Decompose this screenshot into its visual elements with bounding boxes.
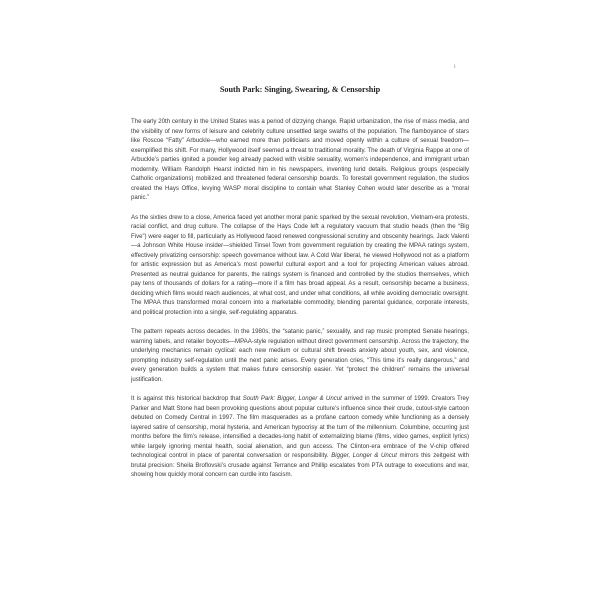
- document-body: [131, 117, 469, 490]
- page-title: South Park: Singing, Swearing, & Censorship: [219, 85, 381, 94]
- paragraph-1: The early 20th century in the United States was a period of dizzying change. Rapid urbanization, the rise of mass media, and the visibility of new forms of leisure and celebrity culture unsettled large swaths of the population. The flamboyance of stars like Roscoe “Fatty” Arbuckle—who earned more than politicians and moved openly within a culture of sexual freedom—exemplified this shift. For many, Hollywood itself seemed a threat to traditional morality. The death of Virginia Rappe at one of Arbuckle’s parties ignited a powder keg already packed with visible sexuality, women’s independence, and immigrant urban modernity. William Randolph Hearst indicted him in his newspapers, inventing lurid details. Religious groups (especially Catholic organizations) mobilized and threatened federal censorship boards. To forestall government regulation, the studios created the Hays Office, levying WASP moral discipline to contain what Stanley Cohen would later describe as a “moral panic.”: [131, 118, 469, 201]
- film-title-short-italic: Bigger, Longer & Uncut: [331, 452, 397, 459]
- paragraph-4: [131, 394, 469, 480]
- page-number: i: [454, 64, 456, 70]
- paragraph-4-text-c: mirrors this zeitgeist with brutal precision: Sheila Broflovski’s crusade against Terrance and Phillip escalates from PTA outrage to executions and war, showing how quickly moral concern can curdle into fascism.: [131, 452, 470, 478]
- film-title-italic: South Park: Bigger, Longer & Uncut: [242, 395, 342, 402]
- paragraph-2: As the sixties drew to a close, America faced yet another moral panic sparked by the sexual revolution, Vietnam-era protests, racial conflict, and drug culture. The collapse of the Hays Code left a regulatory vacuum that studio heads (then the “Big Five”) were eager to fill, particularly as Hollywood faced renewed congressional scrutiny and obscenity hearings. Jack Valenti—a Johnson White House insider—shielded Tinsel Town from government regulation by creating the MPAA ratings system, effectively privatizing censorship: speech governance without law. A Cold War liberal, he viewed Hollywood not as a platform for artistic expression but as America’s most powerful cultural export and a tool for projecting American values abroad. Presented as neutral guidance for parents, the ratings system is financed and controlled by the studios themselves, which pay tens of thousands of dollars for a rating—more if a film has broad appeal. As a result, censorship became a business, deciding which films would reach audiences, at what cost, and under what conditions, all while avoiding democratic oversight. The MPAA thus transformed moral concern into a marketable commodity, blending parental guidance, corporate interests, and political protection into a single, self-regulating apparatus.: [131, 213, 469, 316]
- paragraph-3: The pattern repeats across decades. In the 1980s, the “satanic panic,” sexuality, and rap music prompted Senate hearings, warning labels, and retailer boycotts—MPAA-style regulation without direct government censorship. Across the trajectory, the underlying mechanics remain cyclical: each new medium or cultural shift breeds anxiety about youth, sex, and violence, prompting industry self-regulation until the next panic arises. Every generation cries, “This time it’s really dangerous,” and every generation builds a system that makes future censorship easier. Yet “protect the children” remains the universal justification.: [131, 328, 469, 383]
- paragraph-4-text-b: arrived in the summer of 1999. Creators Trey Parker and Matt Stone had been provoking questions about popular culture’s influence since their crude, cutout-style cartoon debuted on Comedy Central in 1997. The film masquerades as a profane cartoon comedy while functioning as a densely layered satire of censorship, moral hysteria, and American hypocrisy at the turn of the millennium. Columbine, occurring just months before the film’s release, intensified a decades-long habit of externalizing blame (films, video games, explicit lyrics) while largely ignoring mental health, social alienation, and gun access. The Clinton-era embrace of the V-chip offered technological control in place of parental conversation or responsibility.: [131, 395, 469, 459]
- paragraph-4-text-a: It is against this historical backdrop that: [131, 395, 243, 402]
